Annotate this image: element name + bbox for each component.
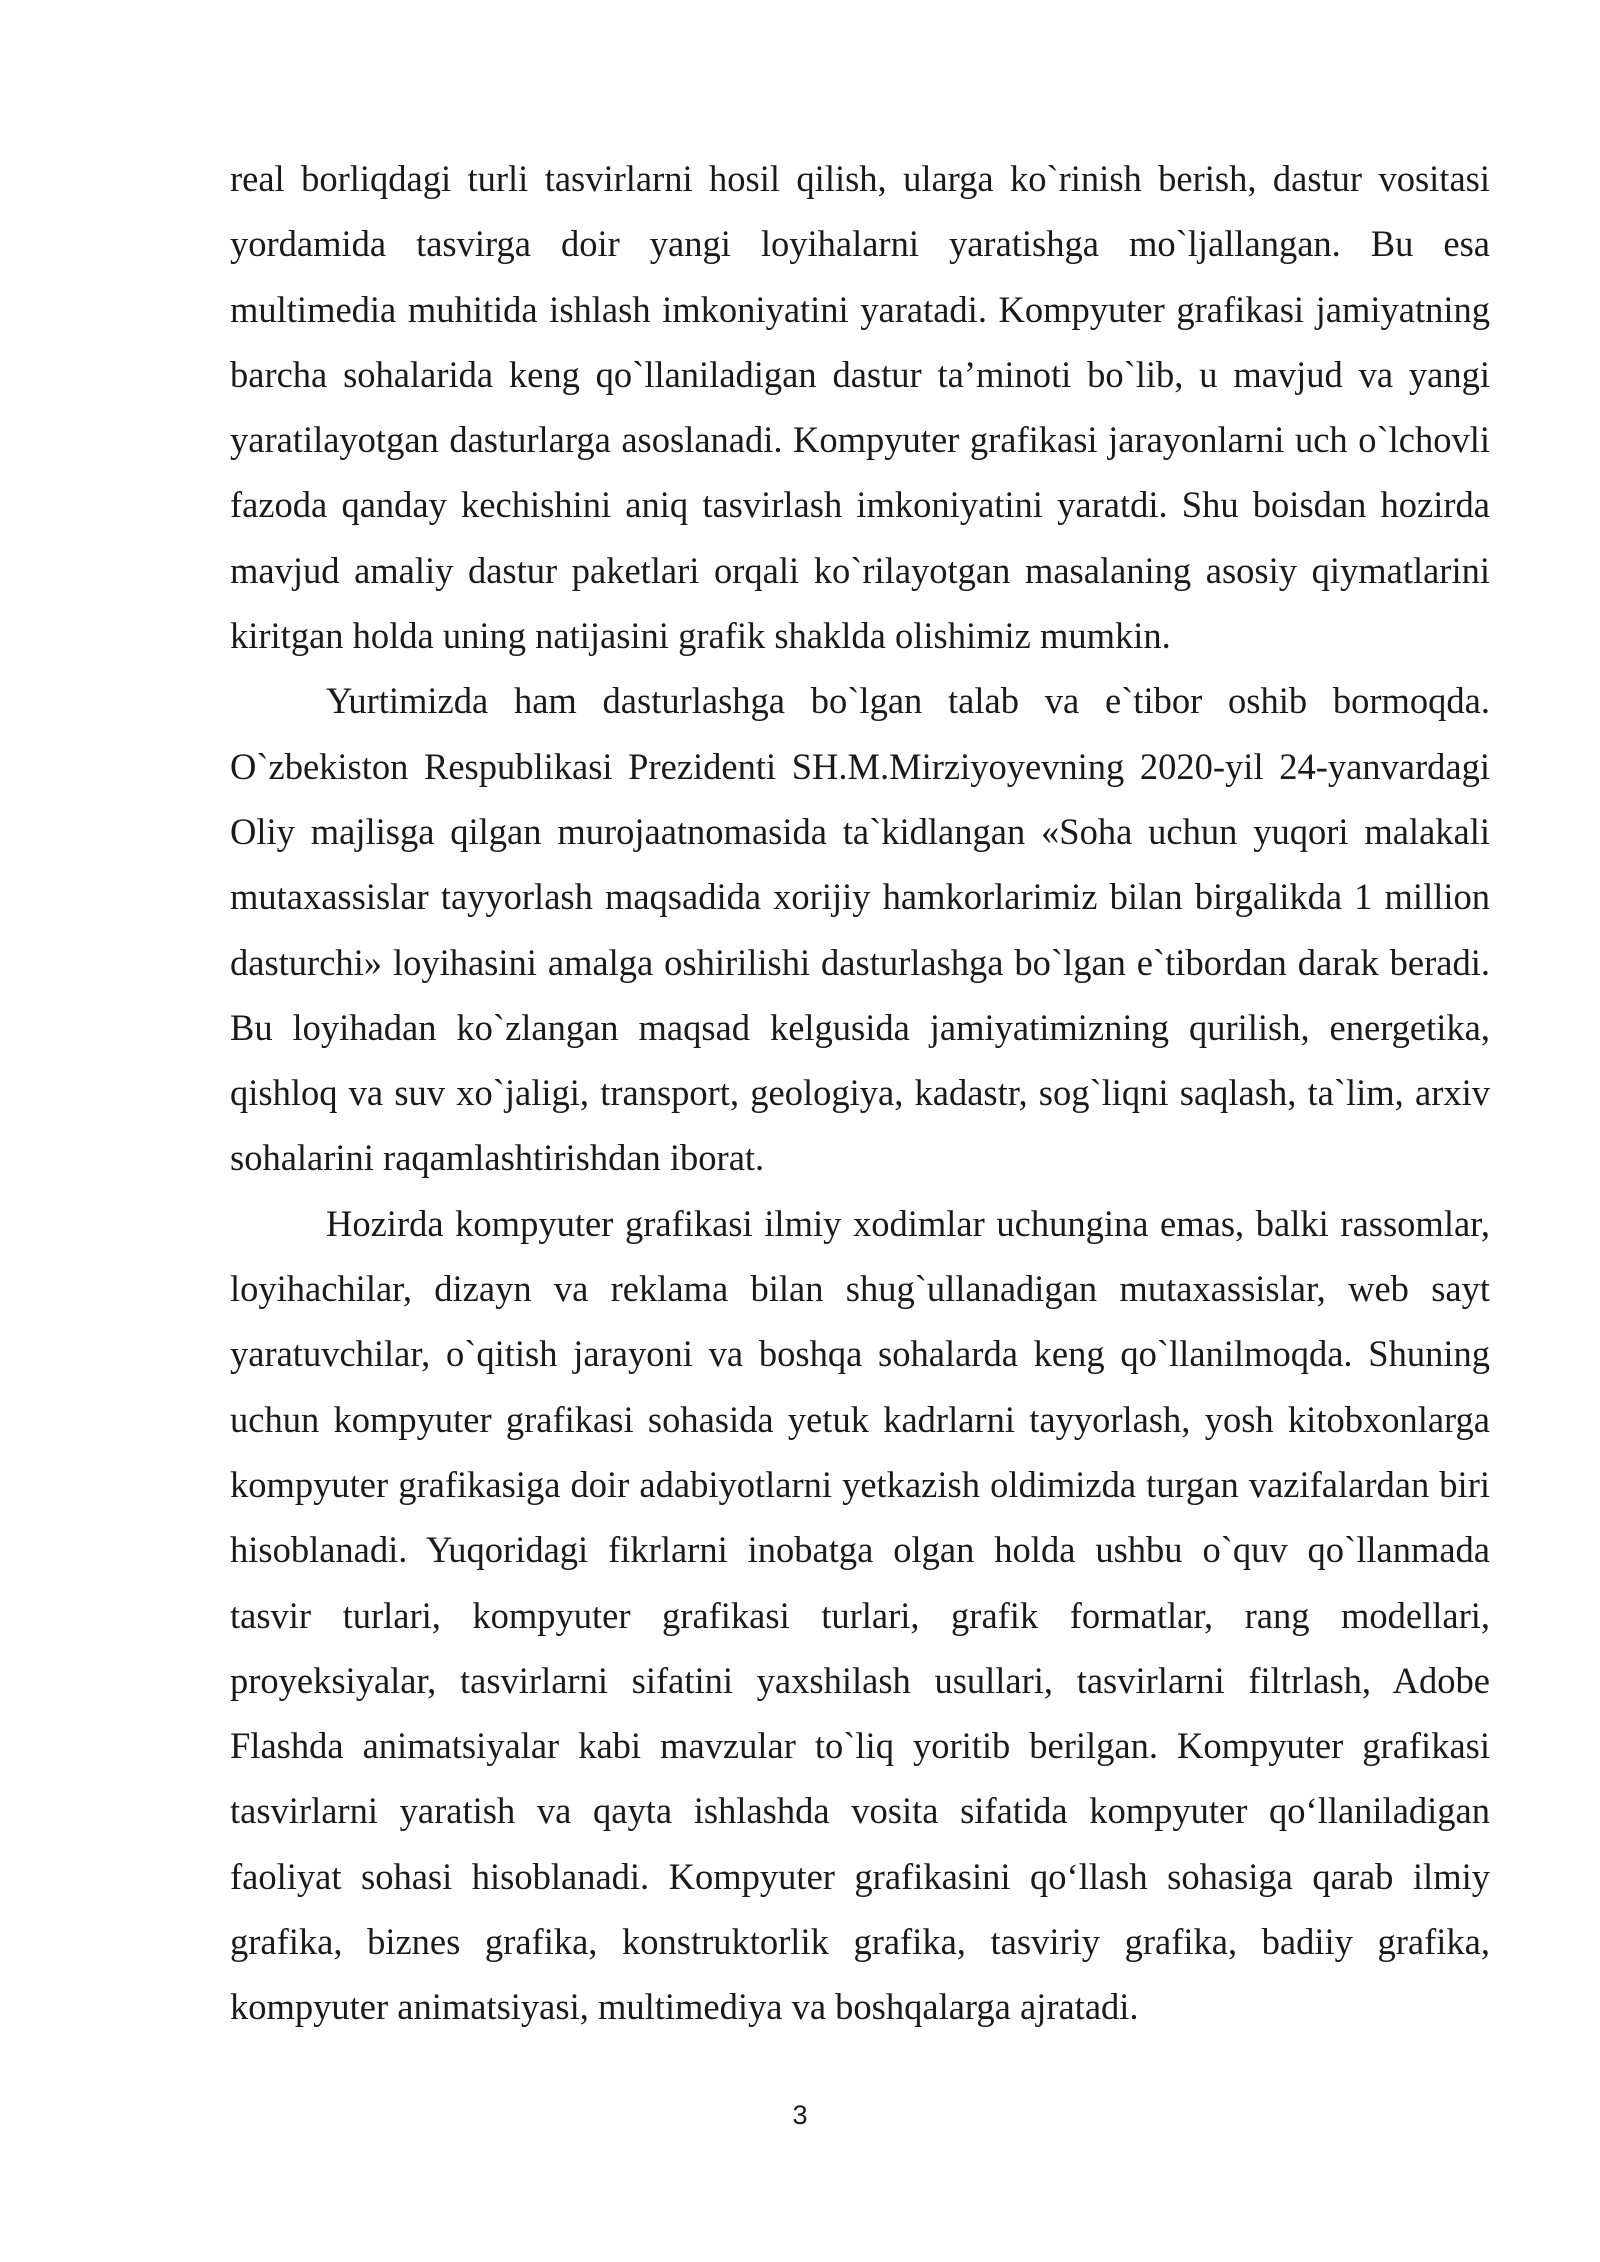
paragraph-programming-demand: Yurtimizda ham dasturlashga bo`lgan talab va e`tibor oshib bormoqda. O`zbekiston Respublikasi Prezidenti SH.M.Mirziyoyevning 2020-yil 24-yanvardagi Oliy majlisga qilgan murojaatnomasida ta`kidlangan «Soha uchun yuqori malakali mutaxassislar tayyorlash maqsadida xorijiy hamkorlarimiz bilan birgalikda 1 million dasturchi» loyihasini amalga oshirilishi dasturlashga bo`lgan e`tibordan darak beradi. Bu loyihadan ko`zlangan maqsad kelgusida jamiyatimizning qurilish, energetika, qishloq va suv xo`jaligi, transport, geologiya, kadastr, sog`liqni saqlash, ta`lim, arxiv sohalarini raqamlashtirishdan iborat. (230, 680, 1490, 1179)
paragraph-graphics-usage: Hozirda kompyuter grafikasi ilmiy xodimlar uchungina emas, balki rassomlar, loyihachilar, dizayn va reklama bilan shug`ullanadigan mutaxassislar, web sayt yaratuvchilar, o`qitish jarayoni va boshqa sohalarda keng qo`llanilmoqda. Shuning uchun kompyuter grafikasi sohasida yetuk kadrlarni tayyorlash, yosh kitobxonlarga kompyuter grafikasiga doir adabiyotlarni yetkazish oldimizda turgan vazifalardan biri hisoblanadi. Yuqoridagi fikrlarni inobatga olgan holda ushbu o`quv qo`llanmada tasvir turlari, kompyuter grafikasi turlari, grafik formatlar, rang modellari, proyeksiyalar, tasvirlarni sifatini yaxshilash usullari, tasvirlarni filtrlash, Adobe Flashda animatsiyalar kabi mavzular to`liq yoritib berilgan. Kompyuter grafikasi tasvirlarni yaratish va qayta ishlashda vosita sifatida kompyuter qo‘llaniladigan faoliyat sohasi hisoblanadi. Kompyuter grafikasini qo‘llash sohasiga qarab ilmiy grafika, biznes grafika, konstruktorlik grafika, tasviriy grafika, badiiy grafika, kompyuter animatsiyasi, multimediya va boshqalarga ajratadi. (230, 1202, 1490, 2028)
paragraph-continuation: real borliqdagi turli tasvirlarni hosil qilish, ularga ko`rinish berish, dastur vositasi yordamida tasvirga doir yangi loyihalarni yaratishga mo`ljallangan. Bu esa multimedia muhitida ishlash imkoniyatini yaratadi. Kompyuter grafikasi jamiyatning barcha sohalarida keng qo`llaniladigan dastur ta’minoti bo`lib, u mavjud va yangi yaratilayotgan dasturlarga asoslanadi. Kompyuter grafikasi jarayonlarni uch o`lchovli fazoda qanday kechishini aniq tasvirlash imkoniyatini yaratdi. Shu boisdan hozirda mavjud amaliy dastur paketlari orqali ko`rilayotgan masalaning asosiy qiymatlarini kiritgan holda uning natijasini grafik shaklda olishimiz mumkin. (230, 158, 1490, 657)
page-number: 3 (792, 2100, 808, 2130)
document-body (230, 146, 1490, 2040)
